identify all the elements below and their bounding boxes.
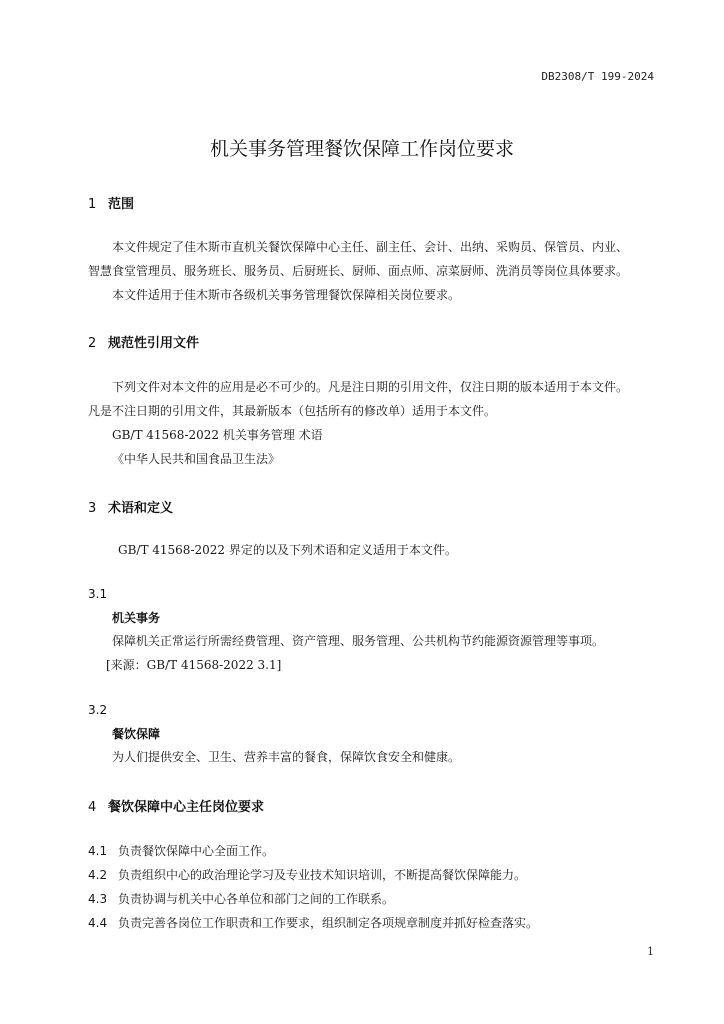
section-number: 1 xyxy=(88,197,97,212)
item-text: 负责餐饮保障中心全面工作。 xyxy=(118,844,275,858)
list-item xyxy=(88,866,526,883)
list-item xyxy=(88,914,538,931)
section-2-heading xyxy=(88,332,199,351)
terms-intro: GB/T 41568-2022 界定的以及下列术语和定义适用于本文件。 xyxy=(118,543,457,557)
section-title: 术语和定义 xyxy=(108,501,174,516)
references-paragraph-line-1: 下列文件对本文件的应用是必不可少的。凡是注日期的引用文件，仅注日期的版本适用于本文件。 xyxy=(112,380,629,394)
item-text: 负责完善各岗位工作职责和工作要求，组织制定各项规章制度并抓好检查落实。 xyxy=(118,916,539,930)
item-text: 负责协调与机关中心各单位和部门之间的工作联系。 xyxy=(118,892,395,906)
page-number: 1 xyxy=(647,945,654,958)
scope-paragraph-line-2: 智慧食堂管理员、服务班长、服务员、后厨班长、厨师、面点师、凉菜厨师、洗消员等岗位具体要求。 xyxy=(88,264,629,278)
list-item xyxy=(88,890,394,907)
term-name: 机关事务 xyxy=(112,611,161,625)
reference-item: GB/T 41568-2022 机关事务管理 术语 xyxy=(112,428,323,442)
item-number: 4.2 xyxy=(88,868,108,882)
reference-item: 《中华人民共和国食品卫生法》 xyxy=(112,452,281,466)
list-item xyxy=(88,842,274,859)
scope-paragraph-2: 本文件适用于佳木斯市各级机关事务管理餐饮保障相关岗位要求。 xyxy=(112,288,461,302)
section-number: 3 xyxy=(88,501,97,516)
item-text: 负责组织中心的政治理论学习及专业技术知识培训，不断提高餐饮保障能力。 xyxy=(118,868,527,882)
term-definition: 保障机关正常运行所需经费管理、资产管理、服务管理、公共机构节约能源资源管理等事项。 xyxy=(112,634,605,648)
term-name: 餐饮保障 xyxy=(112,727,161,741)
term-definition: 为人们提供安全、卫生、营养丰富的餐食，保障饮食安全和健康。 xyxy=(112,750,461,764)
item-number: 4.4 xyxy=(88,916,108,930)
term-source: [来源：GB/T 41568-2022 3.1] xyxy=(106,658,282,672)
section-title: 餐饮保障中心主任岗位要求 xyxy=(108,800,265,815)
section-number: 2 xyxy=(88,336,97,351)
term-number: 3.2 xyxy=(88,703,108,717)
section-3-heading xyxy=(88,497,173,516)
section-1-heading xyxy=(88,193,134,212)
section-number: 4 xyxy=(88,800,97,815)
section-title: 范围 xyxy=(108,197,135,212)
section-4-heading xyxy=(88,796,264,815)
document-title: 机关事务管理餐饮保障工作岗位要求 xyxy=(209,138,514,160)
item-number: 4.3 xyxy=(88,892,108,906)
standard-code: DB2308/T 199-2024 xyxy=(541,70,654,83)
term-number: 3.1 xyxy=(88,587,108,601)
references-paragraph-line-2: 凡是不注日期的引用文件，其最新版本（包括所有的修改单）适用于本文件。 xyxy=(88,404,497,418)
item-number: 4.1 xyxy=(88,844,108,858)
scope-paragraph-line-1: 本文件规定了佳木斯市直机关餐饮保障中心主任、副主任、会计、出纳、采购员、保管员、内业、 xyxy=(112,240,629,254)
section-title: 规范性引用文件 xyxy=(108,336,200,351)
